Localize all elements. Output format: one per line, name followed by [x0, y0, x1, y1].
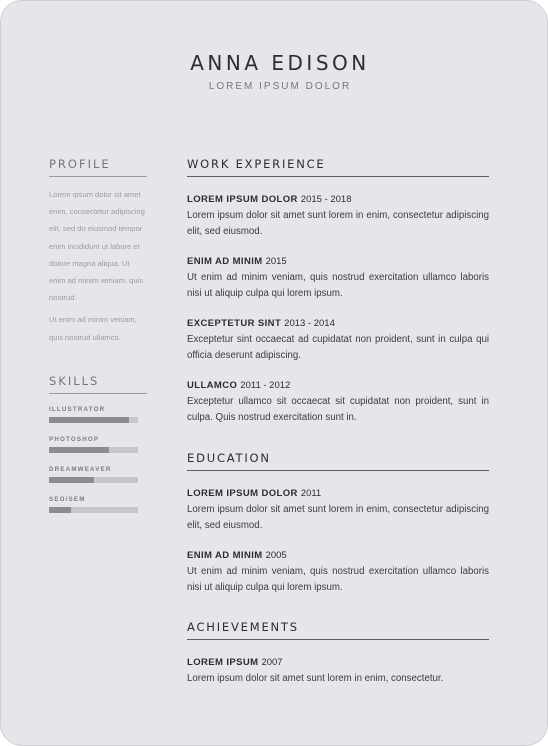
entry-date: 2005 [265, 550, 287, 561]
entry-title: ENIM AD MINIM [187, 256, 263, 267]
skill-name: DREAMWEAVER [49, 465, 112, 473]
profile-paragraph: Lorem ipsum dolor sit amet enim, consectetur adipiscing elit, sed do eiusmod tempor enim incididunt ut labore et dolore magna aliqua. Ut enim ad minim veniam, quis nostrud. [49, 190, 145, 303]
skill-bar [49, 447, 138, 453]
entry-description: Ut enim ad minim veniam, quis nostrud exercitation ullamco laboris nisi ut aliquip culpa qui lorem ipsum. [187, 272, 489, 299]
education-heading: EDUCATION [187, 451, 489, 471]
skill-level-fill [49, 477, 94, 483]
achievements-heading: ACHIEVEMENTS [187, 620, 489, 640]
entry-description: Ut enim ad minim veniam, quis nostrud exercitation ullamco laboris nisi ut aliquip culpa qui lorem ipsum. [187, 566, 489, 593]
education-entry [187, 487, 489, 534]
skill-item [49, 466, 147, 483]
entry-date: 2013 - 2014 [284, 318, 335, 329]
resume-header [1, 51, 548, 92]
work-entry [187, 379, 489, 426]
entry-date: 2015 - 2018 [300, 194, 352, 205]
entry-date: 2011 - 2012 [240, 380, 291, 391]
work-entry [187, 317, 489, 364]
skill-level-fill [49, 447, 109, 453]
entry-title: ULLAMCO [187, 380, 238, 391]
skill-name: PHOTOSHOP [49, 435, 100, 443]
skills-list [49, 406, 147, 513]
candidate-tagline: LOREM IPSUM DOLOR [208, 81, 352, 92]
work-entry [187, 193, 489, 240]
achievement-entries [187, 656, 489, 687]
entry-description: Exceptetur ullamco sit occaecat sit cupidatat non proident, sunt in culpa. Quis nostrud exercitation sunt in. [187, 396, 489, 423]
skill-level-fill [49, 417, 129, 423]
education-entries [187, 487, 489, 596]
achievement-entry [187, 656, 489, 687]
skill-item [49, 406, 147, 423]
work-experience-heading: WORK EXPERIENCE [187, 157, 489, 177]
profile-heading: PROFILE [49, 157, 147, 177]
skill-name: ILLUSTRATOR [49, 405, 106, 413]
entry-description: Exceptetur sint occaecat ad cupidatat non proident, sunt in culpa qui officia deserunt adipiscing. [187, 334, 489, 361]
candidate-name: ANNA EDISON [190, 51, 370, 75]
entry-title: LOREM IPSUM [187, 657, 259, 668]
entry-description: Lorem ipsum dolor sit amet sunt lorem in enim, consectetur. [187, 673, 444, 684]
profile-paragraph: Ut enim ad minim veniam, quis nostrud ullamco. [49, 315, 137, 342]
entry-date: 2015 [265, 256, 287, 267]
skill-bar [49, 507, 138, 513]
skill-name: SEO/SEM [49, 495, 86, 503]
entry-date: 2011 [300, 488, 322, 499]
entry-title: ENIM AD MINIM [187, 550, 263, 561]
skills-heading: SKILLS [49, 374, 147, 394]
sidebar-column [49, 157, 147, 513]
skill-level-fill [49, 507, 71, 513]
entry-title: EXCEPTETUR SINT [187, 318, 282, 329]
entry-description: Lorem ipsum dolor sit amet sunt lorem in enim, consectetur adipiscing elit, sed eiusmod. [187, 210, 489, 237]
entry-date: 2007 [261, 657, 283, 668]
work-entry [187, 255, 489, 302]
skill-bar [49, 477, 138, 483]
work-entries [187, 193, 489, 426]
main-column [187, 157, 489, 702]
entry-title: LOREM IPSUM DOLOR [187, 488, 298, 499]
entry-description: Lorem ipsum dolor sit amet sunt lorem in enim, consectetur adipiscing elit, sed eiusmod. [187, 504, 489, 531]
profile-text [49, 186, 147, 346]
entry-title: LOREM IPSUM DOLOR [187, 194, 298, 205]
skill-item [49, 496, 147, 513]
skill-bar [49, 417, 138, 423]
education-entry [187, 549, 489, 596]
skill-item [49, 436, 147, 453]
